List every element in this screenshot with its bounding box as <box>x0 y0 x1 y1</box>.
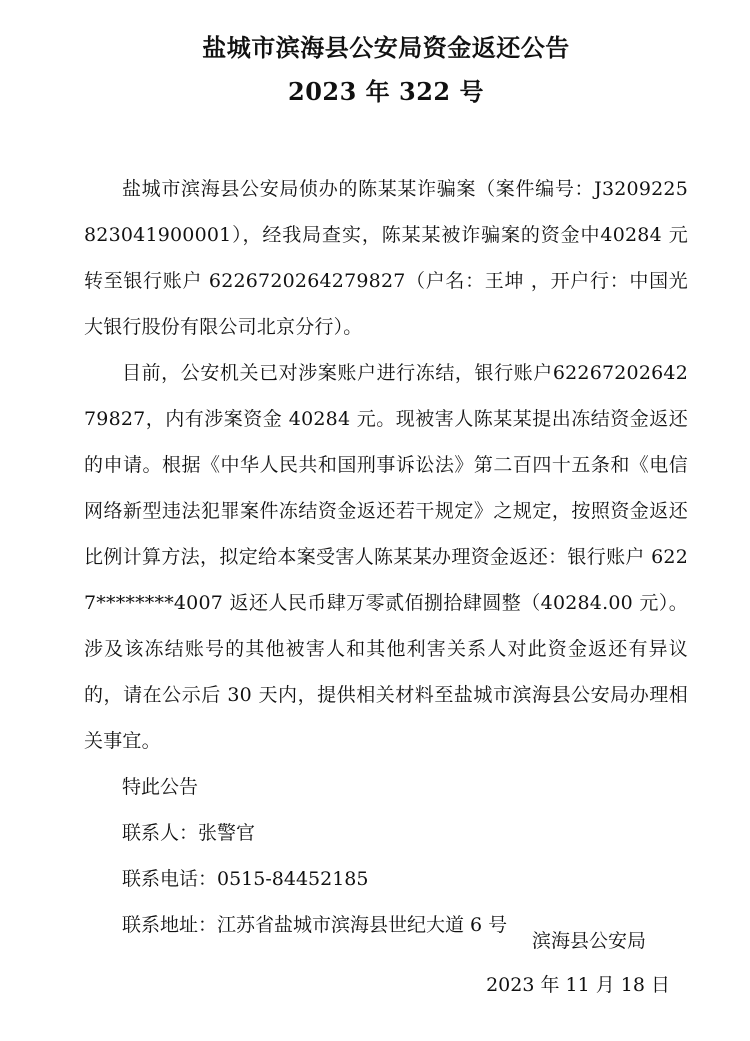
notice-title: 盐城市滨海县公安局资金返还公告 <box>202 33 570 62</box>
notice-body <box>84 166 688 764</box>
closing-text: 特此公告 <box>122 776 199 798</box>
issue-date: 2023 年 11 月 18 日 <box>486 974 670 996</box>
paragraph-case-info: 盐城市滨海县公安局侦办的陈某某诈骗案（案件编号：J3209225823041900001），经我局查实，陈某某被诈骗案的资金中40284 元转至银行账户 6226720264279827（户名：王坤 ，开户行：中国光大银行股份有限公司北京分行）。 <box>84 178 688 338</box>
paragraph-refund-info: 目前，公安机关已对涉案账户进行冻结，银行账户6226720264279827，内有涉案资金 40284 元。现被害人陈某某提出冻结资金返还的申请。根据《中华人民共和国刑事诉讼法》第二百四十五条和《电信网络新型违法犯罪案件冻结资金返还若干规定》之规定，按照资金返还比例计算方法，拟定给本案受害人陈某某办理资金返还：银行账户 6227********4007 返还人民币肆万零贰佰捌拾肆圆整（40284.00 元）。涉及该冻结账号的其他被害人和其他利害关系人对此资金返还有异议的，请在公示后 30 天内，提供相关材料至盐城市滨海县公安局办理相关事宜。 <box>84 362 688 752</box>
contact-address: 联系地址：江苏省盐城市滨海县世纪大道 6 号 <box>122 914 508 936</box>
contact-person: 联系人：张警官 <box>122 822 256 844</box>
contact-phone: 联系电话：0515-84452185 <box>122 868 369 890</box>
issuer-name: 滨海县公安局 <box>531 930 646 952</box>
notice-number: 2023 年 322 号 <box>288 77 484 106</box>
